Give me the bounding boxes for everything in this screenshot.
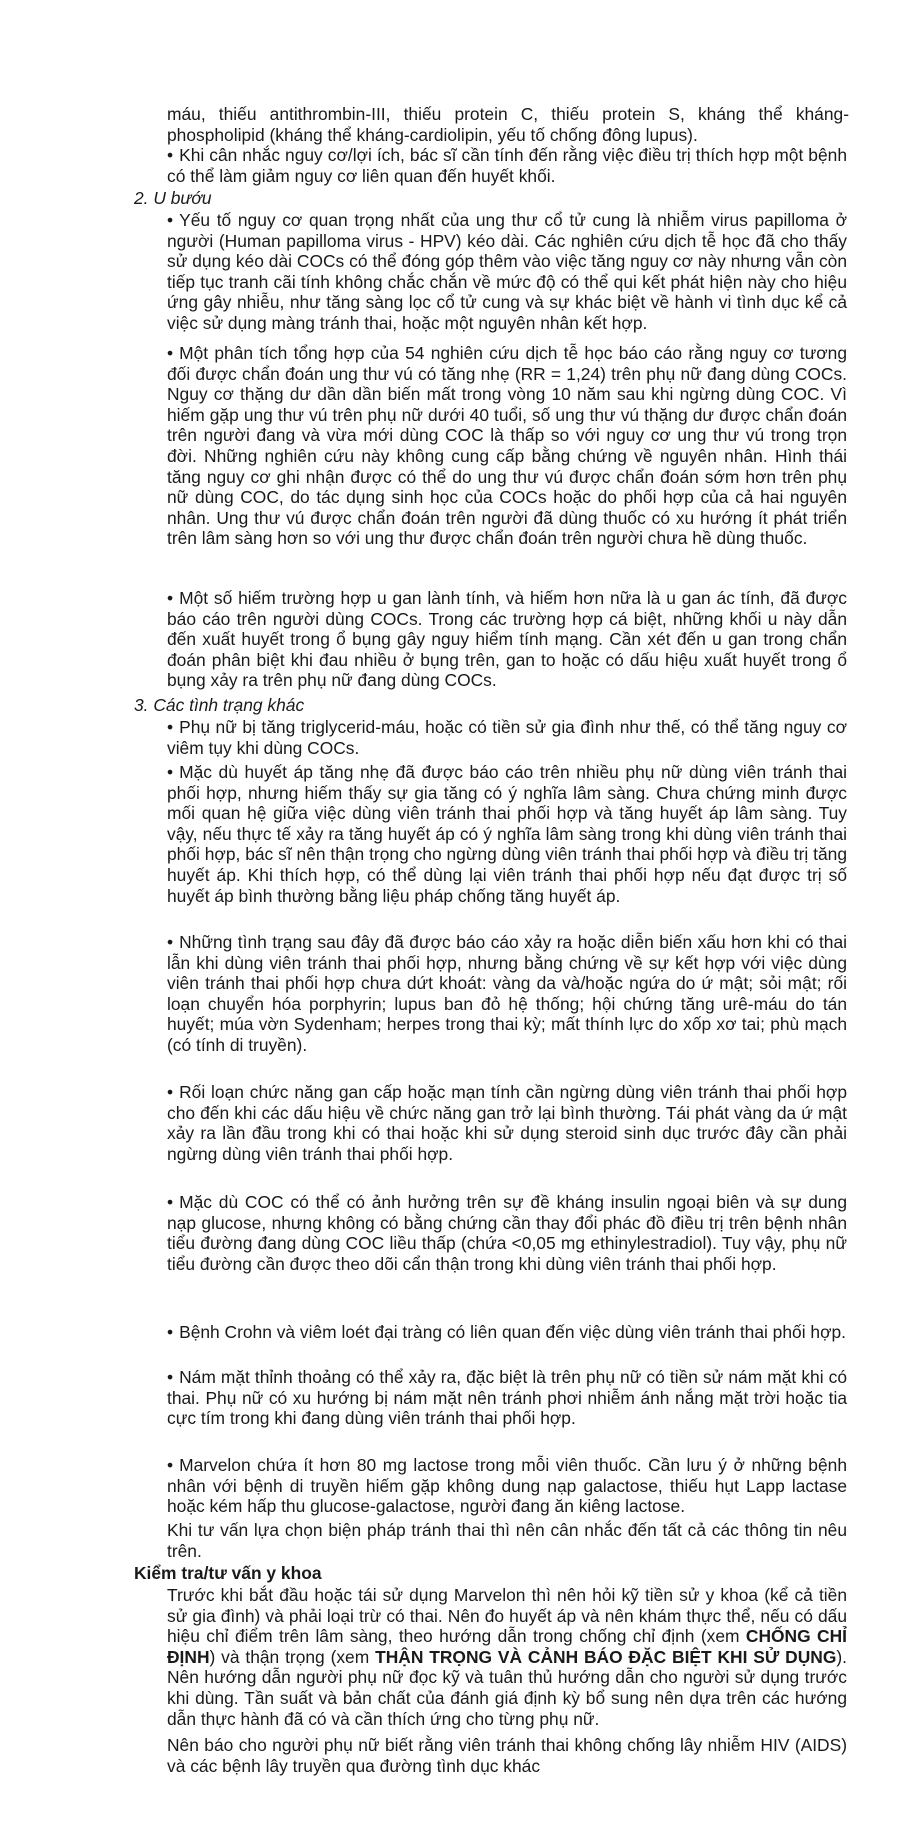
section-3-bullet-8: • Marvelon chứa ít hơn 80 mg lactose trong mỗi viên thuốc. Cần lưu ý ở những bệnh nhân với bệnh di truyền hiếm gặp không dung nạp galactose, thiếu hụt Lapp lactase hoặc kém hấp thu glucose-galactose, người đang ăn kiêng lactose. bbox=[167, 1455, 847, 1517]
section-3-bullet-7: • Nám mặt thỉnh thoảng có thể xảy ra, đặc biệt là trên phụ nữ có tiền sử nám mặt khi có thai. Phụ nữ có xu hướng bị nám mặt nên tránh phơi nhiễm ánh nắng mặt trời hoặc tia cực tím trong khi đang dùng viên tránh thai phối hợp. bbox=[167, 1367, 847, 1429]
section-3-bullet-2: • Mặc dù huyết áp tăng nhẹ đã được báo cáo trên nhiều phụ nữ dùng viên tránh thai phối hợp, nhưng hiếm thấy sự gia tăng có ý nghĩa lâm sàng. Chưa chứng minh được mối quan hệ giữa việc dùng viên tránh thai phối hợp và tăng huyết áp lâm sàng. Tuy vậy, nếu thực tế xảy ra tăng huyết áp có ý nghĩa lâm sàng trong khi dùng viên tránh thai phối hợp, bác sĩ nên thận trọng cho ngừng dùng viên tránh thai phối hợp và điều trị tăng huyết áp. Khi thích hợp, có thể dùng lại viên tránh thai phối hợp nếu đạt được trị số huyết áp bình thường bằng liệu pháp chống tăng huyết áp. bbox=[167, 762, 847, 906]
section-2-bullet-3: • Một số hiếm trường hợp u gan lành tính, và hiếm hơn nữa là u gan ác tính, đã được báo cáo trên người dùng COCs. Trong các trường hợp cá biệt, những khối u này dẫn đến xuất huyết trong ổ bụng gây nguy hiểm tính mạng. Cần xét đến u gan trong chẩn đoán phân biệt khi đau nhiều ở bụng trên, gan to hoặc có dấu hiệu xuất huyết trong ổ bụng xảy ra trên phụ nữ đang dùng COCs. bbox=[167, 588, 847, 691]
precautions-ref: THẬN TRỌNG VÀ CẢNH BÁO ĐẶC BIỆT KHI SỬ DỤNG bbox=[375, 1646, 837, 1667]
bullet-glyph: • bbox=[167, 145, 174, 165]
section-3-closing: Khi tư vấn lựa chọn biện pháp tránh thai thì nên cân nhắc đến tất cả các thông tin nêu trên. bbox=[167, 1520, 847, 1561]
section-3-bullet-6: • Bệnh Crohn và viêm loét đại tràng có liên quan đến việc dùng viên tránh thai phối hợp. bbox=[167, 1322, 846, 1342]
exam-heading: Kiểm tra/tư vấn y khoa bbox=[134, 1563, 322, 1583]
section-2-title: 2. U bướu bbox=[134, 188, 212, 208]
exam-paragraph-1: Trước khi bắt đầu hoặc tái sử dụng Marvelon thì nên hỏi kỹ tiền sử y khoa (kể cả tiền sử gia đình) và phải loại trừ có thai. Nên đo huyết áp và nên khám thực thể, nếu có dấu hiệu chỉ điểm trên lâm sàng, theo hướng dẫn trong chống chỉ định (xem CHỐNG CHỈ ĐỊNH) và thận trọng (xem THẬN TRỌNG VÀ CẢNH BÁO ĐẶC BIỆT KHI SỬ DỤNG). Nên hướng dẫn người phụ nữ đọc kỹ và tuân thủ hướng dẫn cho người sử dụng trước khi dùng. Tần suất và bản chất của đánh giá định kỳ bổ sung nên dựa trên các hướng dẫn thực hành đã có và cần thích ứng cho từng phụ nữ. bbox=[167, 1585, 847, 1729]
intro-bullet: • Khi cân nhắc nguy cơ/lợi ích, bác sĩ cần tính đến rằng việc điều trị thích hợp một bệnh có thể làm giảm nguy cơ liên quan đến huyết khối. bbox=[167, 145, 847, 186]
section-2-bullet-1: • Yếu tố nguy cơ quan trọng nhất của ung thư cổ tử cung là nhiễm virus papilloma ở người (Human papilloma virus - HPV) kéo dài. Các nghiên cứu dịch tễ học đã cho thấy sử dụng kéo dài COCs có thể đóng góp thêm vào việc tăng nguy cơ này nhưng vẫn còn tiếp tục tranh cãi tính không chắc chắn về mức độ có thể qui kết phát hiện này cho hiệu ứng gây nhiễu, như tăng sàng lọc cổ tử cung và sự khác biệt về hành vi tình dục kể cả việc sử dụng màng tránh thai, hoặc một nguyên nhân kết hợp. bbox=[167, 210, 847, 333]
section-3-bullet-5: • Mặc dù COC có thể có ảnh hưởng trên sự đề kháng insulin ngoại biên và sự dung nạp glucose, nhưng không có bằng chứng cần thay đổi phác đồ điều trị trên bệnh nhân tiểu đường đang dùng COC liều thấp (chứa <0,05 mg ethinylestradiol). Tuy vậy, phụ nữ tiểu đường cần được theo dõi cẩn thận trong khi dùng viên tránh thai phối hợp. bbox=[167, 1192, 847, 1274]
intro-continuation: máu, thiếu antithrombin-III, thiếu protein C, thiếu protein S, kháng thể kháng-phospholipid (kháng thể kháng-cardiolipin, yếu tố chống đông lupus). bbox=[167, 104, 849, 145]
section-3-title: 3. Các tình trạng khác bbox=[134, 695, 305, 715]
exam-paragraph-2: Nên báo cho người phụ nữ biết rằng viên tránh thai không chống lây nhiễm HIV (AIDS) và các bệnh lây truyền qua đường tình dục khác bbox=[167, 1735, 847, 1776]
section-3-bullet-1: • Phụ nữ bị tăng triglycerid-máu, hoặc có tiền sử gia đình như thế, có thể tăng nguy cơ viêm tụy khi dùng COCs. bbox=[167, 717, 847, 758]
contraindications-ref: CHỐNG CHỈ ĐỊNH bbox=[167, 1626, 847, 1667]
section-2-bullet-2: • Một phân tích tổng hợp của 54 nghiên cứu dịch tễ học báo cáo rằng nguy cơ tương đối được chẩn đoán ung thư vú có tăng nhẹ (RR = 1,24) trên phụ nữ đang dùng COCs. Nguy cơ thặng dư dần dần biến mất trong vòng 10 năm sau khi ngừng dùng COC. Vì hiếm gặp ung thư vú trên phụ nữ dưới 40 tuổi, số ung thư vú thặng dư được chẩn đoán trên người đang và vừa mới dùng COC là thấp so với nguy cơ ung thư vú trong trọn đời. Những nghiên cứu này không cung cấp bằng chứng về nguyên nhân. Hình thái tăng nguy cơ ghi nhận được có thể do ung thư vú được chẩn đoán sớm hơn trên phụ nữ dùng COC, do tác dụng sinh học của COCs hoặc do phối hợp của cả hai nguyên nhân. Ung thư vú được chẩn đoán trên người đã dùng thuốc có xu hướng ít phát triển trên lâm sàng hơn so với ung thư được chẩn đoán trên người chưa hề dùng thuốc. bbox=[167, 343, 847, 549]
section-3-bullet-3: • Những tình trạng sau đây đã được báo cáo xảy ra hoặc diễn biến xấu hơn khi có thai lẫn khi dùng viên tránh thai phối hợp, nhưng bằng chứng về sự kết hợp với việc dùng viên tránh thai phối hợp chưa dứt khoát: vàng da và/hoặc ngứa do ứ mật; sỏi mật; rối loạn chuyển hóa porphyrin; lupus ban đỏ hệ thống; hội chứng tăng urê-máu do tán huyết; múa vờn Sydenham; herpes trong thai kỳ; mất thính lực do xốp xơ tai; phù mạch (có tính di truyền). bbox=[167, 932, 847, 1055]
section-3-bullet-4: • Rối loạn chức năng gan cấp hoặc mạn tính cần ngừng dùng viên tránh thai phối hợp cho đến khi các dấu hiệu về chức năng gan trở lại bình thường. Tái phát vàng da ứ mật xảy ra lần đầu trong khi có thai hoặc khi sử dụng steroid sinh dục trước đây cần phải ngừng dùng viên tránh thai phối hợp. bbox=[167, 1082, 847, 1164]
